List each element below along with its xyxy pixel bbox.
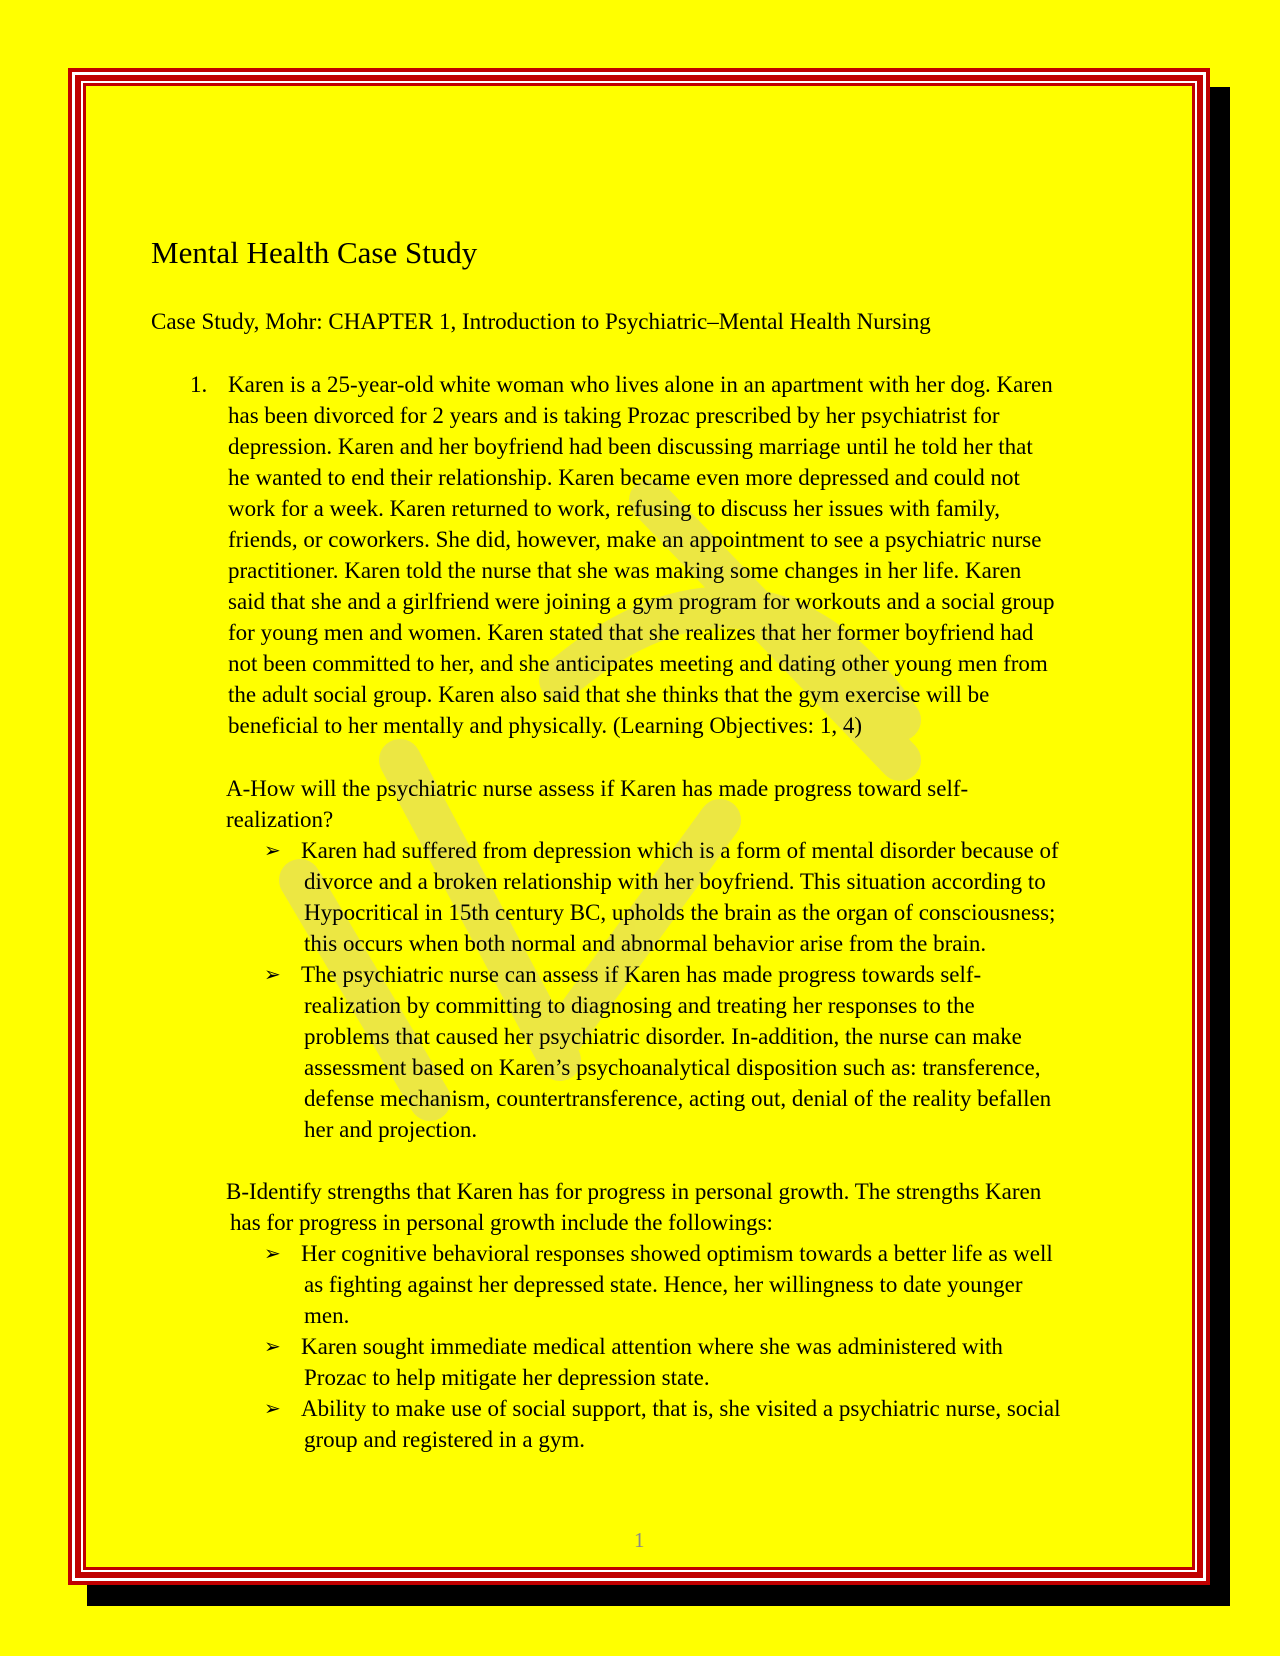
text-line: B-Identify strengths that Karen has for progress in personal growth. The strengths Karen [226,1179,1042,1204]
text-line: defense mechanism, countertransference, acting out, denial of the reality befallen [304,1086,1052,1111]
text-line: beneficial to her mentally and physically. (Learning Objectives: 1, 4) [228,713,862,738]
text-line: practitioner. Karen told the nurse that she was making some changes in her life. Karen [228,558,1022,583]
bullet-item [301,1331,1003,1393]
page-number: 1 [634,1528,645,1552]
text-line: The psychiatric nurse can assess if Karen has made progress towards self- [301,962,982,987]
text-line: has for progress in personal growth include the followings: [230,1210,773,1235]
bullet-item [301,835,1059,959]
text-line: group and registered in a gym. [304,1427,586,1452]
document-title: Mental Health Case Study [151,235,478,270]
text-line: divorce and a broken relationship with her boyfriend. This situation according to [304,869,1046,894]
question-b [226,1176,1041,1238]
text-line: Karen had suffered from depression which is a form of mental disorder because of [301,838,1059,863]
bullet-arrow-icon: ➢ [264,1398,281,1420]
text-line: her and projection. [304,1117,478,1142]
text-line: realization by committing to diagnosing and treating her responses to the [304,993,975,1018]
case-description [228,369,1055,741]
text-line: said that she and a girlfriend were joining a gym program for workouts and a social group [228,589,1055,614]
document-subtitle: Case Study, Mohr: CHAPTER 1, Introduction to Psychiatric–Mental Health Nursing [151,309,931,334]
bullet-arrow-icon: ➢ [264,1243,281,1265]
text-line: men. [304,1303,350,1328]
text-line: this occurs when both normal and abnormal behavior arise from the brain. [304,931,987,956]
text-line: Karen sought immediate medical attention where she was administered with [301,1334,1003,1359]
text-line: he wanted to end their relationship. Karen became even more depressed and could not [228,465,1020,490]
text-line: depression. Karen and her boyfriend had been discussing marriage until he told her that [228,434,1033,459]
text-line: Her cognitive behavioral responses showed optimism towards a better life as well [301,1241,1053,1266]
text-line: problems that caused her psychiatric disorder. In-addition, the nurse can make [304,1024,1022,1049]
text-line: Hypocritical in 15th century BC, upholds the brain as the organ of consciousness; [304,900,1056,925]
bullet-item [301,1393,1060,1455]
text-line: friends, or coworkers. She did, however, make an appointment to see a psychiatric nurse [228,527,1042,552]
text-line: as fighting against her depressed state. Hence, her willingness to date younger [304,1272,1023,1297]
bullet-item [301,1238,1053,1331]
bullet-arrow-icon: ➢ [264,1336,281,1358]
bullet-arrow-icon: ➢ [264,964,281,986]
bullet-item [301,959,1051,1145]
text-line: the adult social group. Karen also said that she thinks that the gym exercise will be [228,682,990,707]
text-line: Prozac to help mitigate her depression state. [304,1365,710,1390]
text-line: realization? [226,807,334,832]
text-line: for young men and women. Karen stated that she realizes that her former boyfriend had [228,620,1034,645]
bullet-arrow-icon: ➢ [264,840,281,862]
text-line: has been divorced for 2 years and is taking Prozac prescribed by her psychiatrist for [228,403,1000,428]
list-number: 1. [190,372,208,397]
text-line: Ability to make use of social support, that is, she visited a psychiatric nurse, social [301,1396,1061,1421]
text-line: not been committed to her, and she anticipates meeting and dating other young men from [228,651,1048,676]
question-a [226,773,968,835]
text-line: Karen is a 25-year-old white woman who lives alone in an apartment with her dog. Karen [228,372,1053,397]
text-line: assessment based on Karen’s psychoanalytical disposition such as: transference, [304,1055,1041,1080]
text-line: work for a week. Karen returned to work, refusing to discuss her issues with family, [228,496,1001,521]
text-line: A-How will the psychiatric nurse assess if Karen has made progress toward self- [226,776,969,801]
